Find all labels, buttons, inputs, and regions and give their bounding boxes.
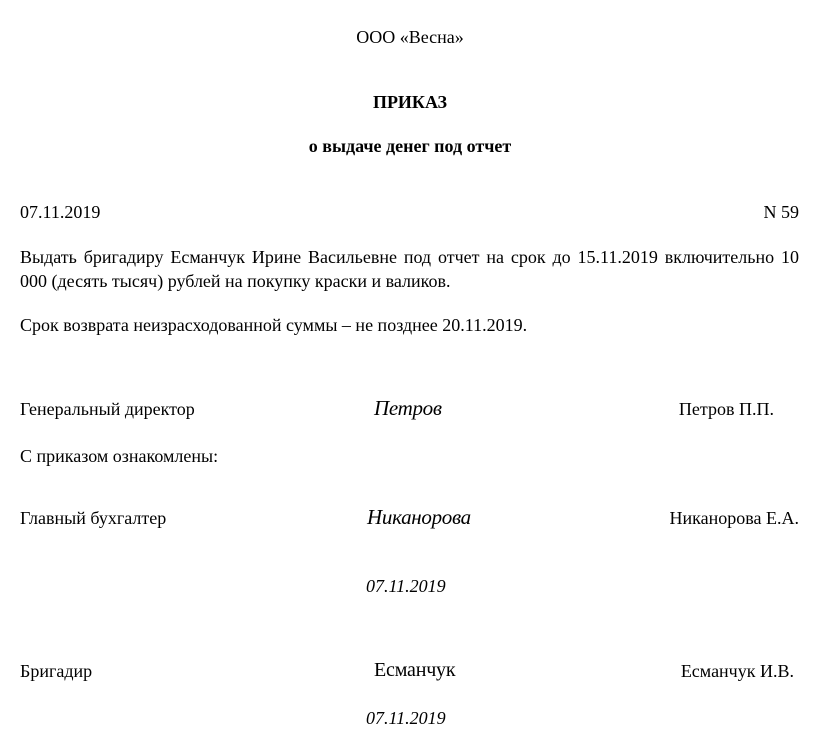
accountant-position: Главный бухгалтер: [20, 508, 167, 528]
return-deadline-paragraph: Срок возврата неизрасходованной суммы – не позднее 20.11.2019.: [20, 315, 528, 335]
foreman-sign-date: 07.11.2019: [366, 708, 446, 728]
document-title: ПРИКАЗ: [372, 92, 448, 112]
order-number: N 59: [763, 202, 799, 222]
accountant-name: Никанорова Е.А.: [669, 508, 799, 528]
director-signature: Петров: [374, 396, 442, 420]
director-position: Генеральный директор: [20, 399, 195, 419]
accountant-signature: Никанорова: [367, 505, 471, 529]
foreman-name: Есманчук И.В.: [680, 661, 794, 681]
foreman-signature: Есманчук: [374, 659, 456, 681]
order-body-paragraph: Выдать бригадиру Есманчук Ирине Васильевне под отчет на срок до 15.11.2019 включительно 10 000 (десять тысяч) рублей на покупку краски и валиков.: [20, 247, 799, 291]
foreman-position: Бригадир: [20, 661, 93, 681]
acknowledged-label: С приказом ознакомлены:: [20, 446, 219, 466]
director-name: Петров П.П.: [678, 399, 774, 419]
document-subtitle: о выдаче денег под отчет: [308, 136, 512, 156]
accountant-sign-date: 07.11.2019: [366, 576, 446, 596]
organization-name: ООО «Весна»: [356, 27, 464, 47]
order-date: 07.11.2019: [20, 202, 101, 222]
